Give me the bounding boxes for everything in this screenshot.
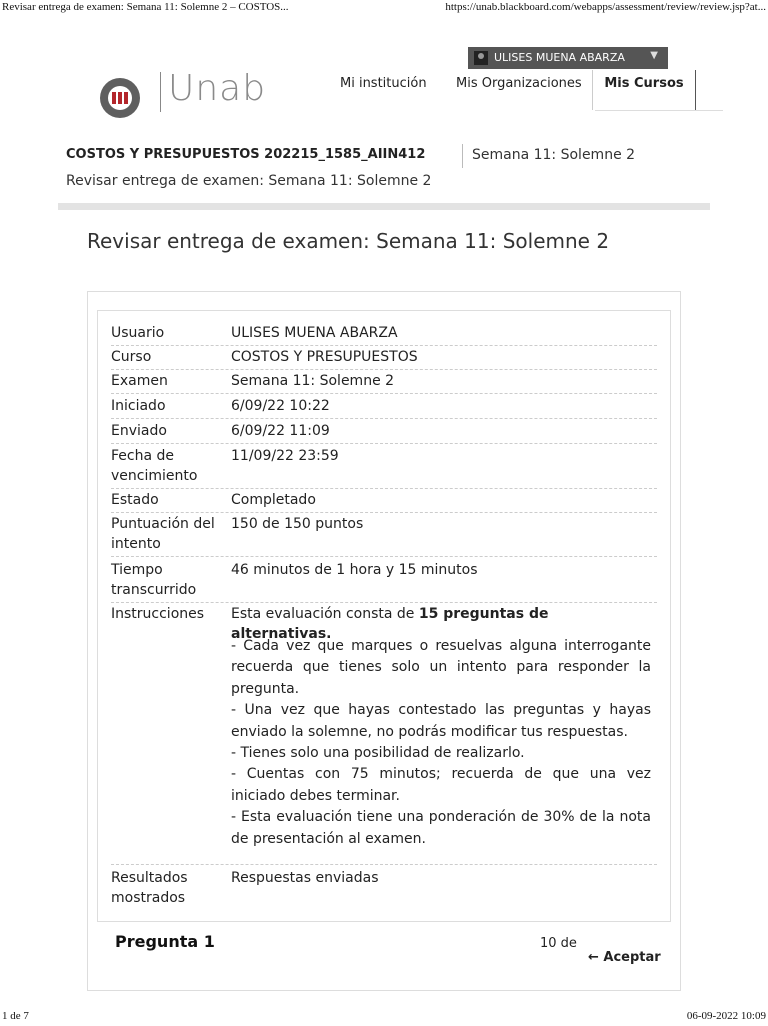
detail-value: ULISES MUENA ABARZA (231, 325, 398, 341)
accept-button[interactable]: ← Aceptar (588, 950, 661, 965)
detail-label: Enviado (111, 423, 167, 439)
detail-value: COSTOS Y PRESUPUESTOS (231, 349, 418, 365)
breadcrumb-course[interactable]: COSTOS Y PRESUPUESTOS 202215_1585_AIIN412 (66, 147, 426, 162)
breadcrumb-divider (462, 144, 463, 168)
detail-row-curso (111, 347, 657, 370)
detail-row-tiempo (111, 560, 657, 603)
page-title: Revisar entrega de examen: Semana 11: Solemne 2 (87, 229, 610, 253)
detail-label (111, 868, 223, 908)
breadcrumb-bar (58, 203, 710, 210)
question-score: 10 de (540, 936, 577, 951)
detail-value: 46 minutos de 1 hora y 15 minutos (231, 562, 478, 578)
nav-mis-organizaciones[interactable]: Mis Organizaciones (456, 76, 582, 91)
print-page-number: 1 de 7 (2, 1010, 29, 1022)
detail-label-line: intento (111, 536, 161, 552)
logo-text: Unab (168, 68, 267, 109)
user-avatar-icon (474, 51, 488, 65)
detail-label: Examen (111, 373, 168, 389)
detail-label: Estado (111, 492, 159, 508)
detail-value: 11/09/22 23:59 (231, 448, 339, 464)
breadcrumb-week[interactable]: Semana 11: Solemne 2 (472, 147, 636, 163)
breadcrumb-current: Revisar entrega de examen: Semana 11: Solemne 2 (66, 173, 432, 189)
detail-row-examen (111, 371, 657, 394)
detail-label-line: Tiempo (111, 562, 163, 578)
nav-divider (595, 110, 723, 111)
detail-label-line: mostrados (111, 890, 186, 906)
instructions-line: - Cuentas con 75 minutos; recuerda de que una vez iniciado debes terminar. (231, 766, 651, 804)
detail-label (111, 560, 223, 600)
detail-row-vencimiento (111, 446, 657, 489)
detail-row-resultados (111, 868, 657, 910)
detail-label-line: Fecha de (111, 448, 174, 464)
instructions-line: - Cada vez que marques o resuelvas alguna interrogante recuerda que tienes solo un intento para responder la pregunta. (231, 638, 651, 697)
detail-label: Usuario (111, 325, 165, 341)
detail-label-line: Puntuación del (111, 516, 215, 532)
detail-label-line: vencimiento (111, 468, 198, 484)
detail-label: Curso (111, 349, 152, 365)
nav-mi-institucion[interactable]: Mi institución (340, 76, 427, 91)
detail-row-estado (111, 490, 657, 513)
detail-value: Semana 11: Solemne 2 (231, 373, 395, 389)
instructions-body (231, 636, 651, 850)
detail-value: 6/09/22 10:22 (231, 398, 330, 414)
nav-mis-cursos-label: Mis Cursos (604, 76, 684, 91)
instructions-line: - Tienes solo una posibilidad de realizarlo. (231, 745, 525, 762)
detail-value: 6/09/22 11:09 (231, 423, 330, 439)
unab-logo-icon (100, 78, 140, 118)
question-title: Pregunta 1 (115, 932, 215, 951)
detail-row-usuario (111, 323, 657, 346)
detail-label: Iniciado (111, 398, 166, 414)
print-header-url: https://unab.blackboard.com/webapps/assessment/review/review.jsp?at... (445, 1, 766, 13)
detail-value: Completado (231, 492, 316, 508)
detail-label (111, 446, 223, 486)
chevron-down-icon: ▼ (650, 50, 658, 61)
instructions-intro-text: Esta evaluación consta de (231, 606, 419, 622)
detail-row-iniciado (111, 396, 657, 419)
print-header (0, 1, 768, 17)
print-datetime: 06-09-2022 10:09 (686, 1010, 766, 1022)
user-name: ULISES MUENA ABARZA (494, 51, 625, 64)
detail-value: Respuestas enviadas (231, 870, 379, 886)
nav-mis-cursos[interactable] (592, 70, 696, 110)
instructions-line: - Esta evaluación tiene una ponderación de 30% de la nota de presentación al examen. (231, 809, 651, 847)
user-menu-button[interactable] (468, 47, 668, 69)
detail-row-puntuacion (111, 514, 657, 557)
detail-row-instrucciones (111, 604, 657, 865)
instructions-intro-bold: 15 preguntas de alternativas. (231, 606, 549, 642)
detail-row-enviado (111, 421, 657, 444)
detail-label-line: transcurrido (111, 582, 197, 598)
detail-label-line: Resultados (111, 870, 188, 886)
logo-divider (160, 72, 161, 112)
print-header-title: Revisar entrega de examen: Semana 11: Solemne 2 – COSTOS... (2, 1, 289, 13)
detail-value: 150 de 150 puntos (231, 516, 364, 532)
instructions-line: - Una vez que hayas contestado las preguntas y hayas enviado la solemne, no podrás modificar tus respuestas. (231, 702, 651, 740)
detail-label (111, 514, 223, 554)
detail-label: Instrucciones (111, 606, 205, 622)
